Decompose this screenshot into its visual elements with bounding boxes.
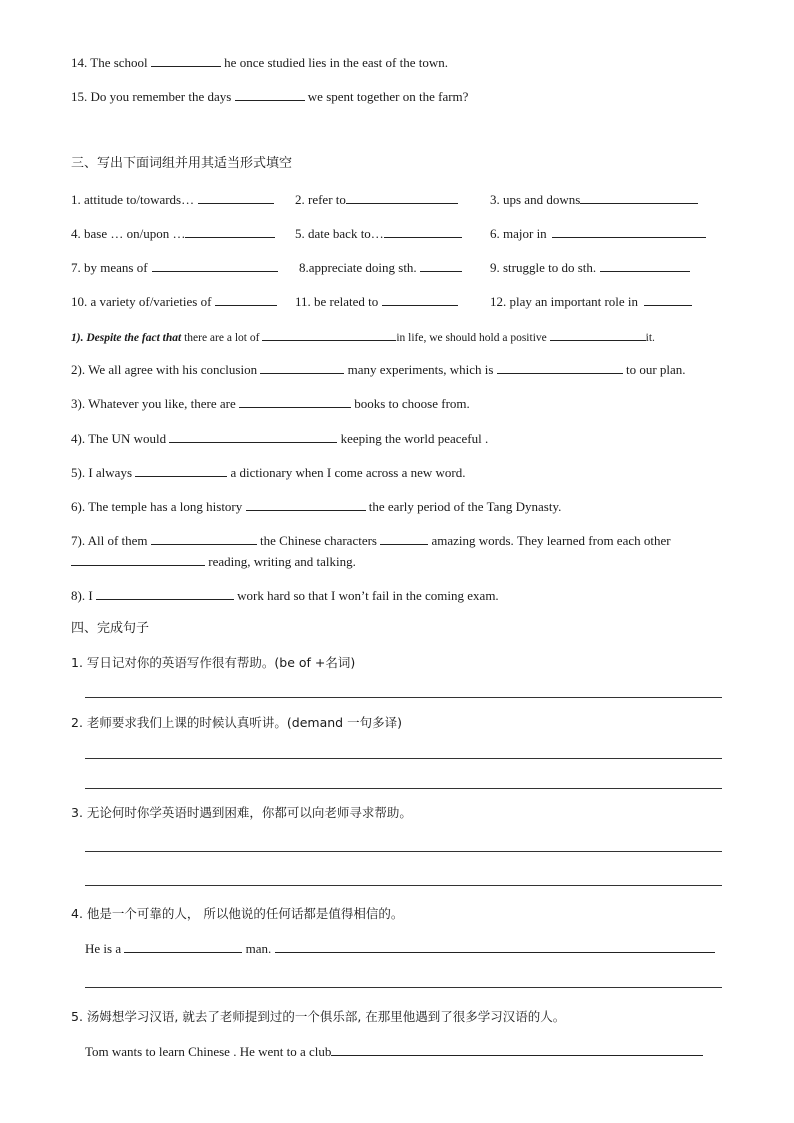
answer-line[interactable]	[85, 851, 722, 852]
sentence-7-cont: reading, writing and talking.	[71, 553, 356, 570]
phrase-2: 2. refer to	[295, 191, 458, 208]
translation-1-prompt: 1. 写日记对你的英语写作很有帮助。(be of +名词)	[71, 655, 356, 670]
phrase-8: 8.appreciate doing sth.	[299, 259, 462, 276]
blank[interactable]	[169, 430, 337, 443]
blank[interactable]	[600, 259, 690, 272]
blank[interactable]	[644, 293, 692, 306]
phrase-3: 3. ups and downs	[490, 191, 698, 208]
item-15: 15. Do you remember the days we spent together on the farm?	[71, 89, 469, 104]
sentence-3: 3). Whatever you like, there are books to choose from.	[71, 396, 470, 411]
blank[interactable]	[580, 191, 698, 204]
blank[interactable]	[185, 225, 275, 238]
sentence-7: 7). All of them the Chinese characters amazing words. They learned from each other	[71, 533, 671, 548]
blank[interactable]	[135, 464, 227, 477]
translation-3-prompt: 3. 无论何时你学英语时遇到困难，你都可以向老师寻求帮助。	[71, 805, 412, 820]
blank[interactable]	[262, 328, 396, 341]
phrase-10: 10. a variety of/varieties of	[71, 293, 277, 310]
blank[interactable]	[198, 191, 274, 204]
translation-4-prompt: 4. 他是一个可靠的人， 所以他说的任何话都是值得相信的。	[71, 906, 404, 921]
blank[interactable]	[497, 361, 623, 374]
answer-line[interactable]	[85, 987, 722, 988]
phrase-5: 5. date back to…	[295, 225, 462, 242]
answer-line[interactable]	[85, 697, 722, 698]
blank[interactable]	[151, 532, 257, 545]
translation-5-prompt: 5. 汤姆想学习汉语, 就去了老师提到过的一个俱乐部, 在那里他遇到了很多学习汉语的人。	[71, 1009, 566, 1024]
blank[interactable]	[246, 498, 366, 511]
sentence-2: 2). We all agree with his conclusion many experiments, which is to our plan.	[71, 362, 686, 377]
blank[interactable]	[331, 1043, 703, 1056]
blank[interactable]	[152, 259, 278, 272]
blank[interactable]	[380, 532, 428, 545]
sentence-8: 8). I work hard so that I won’t fail in the coming exam.	[71, 588, 499, 603]
sentence-1: 1). Despite the fact that there are a lot of in life, we should hold a positive it.	[71, 328, 655, 346]
phrase-4: 4. base … on/upon …	[71, 225, 275, 242]
translation-4-line: He is a man.	[85, 940, 715, 957]
blank[interactable]	[275, 940, 715, 953]
blank[interactable]	[215, 293, 277, 306]
blank[interactable]	[71, 553, 205, 566]
phrase-7: 7. by means of	[71, 259, 278, 276]
phrase-9: 9. struggle to do sth.	[490, 259, 690, 276]
translation-2-prompt: 2. 老师要求我们上课的时候认真听讲。(demand 一句多译)	[71, 715, 402, 730]
blank[interactable]	[420, 259, 462, 272]
section-4-heading: 四、完成句子	[71, 621, 150, 636]
sentence-6: 6). The temple has a long history the early period of the Tang Dynasty.	[71, 499, 562, 514]
blank[interactable]	[124, 940, 242, 953]
blank[interactable]	[260, 361, 344, 374]
answer-line[interactable]	[85, 788, 722, 789]
section-3-heading: 三、写出下面词组并用其适当形式填空	[71, 156, 293, 171]
phrase-12: 12. play an important role in	[490, 293, 692, 310]
blank[interactable]	[96, 587, 234, 600]
item-14: 14. The school he once studied lies in the east of the town.	[71, 55, 449, 70]
answer-line[interactable]	[85, 758, 722, 759]
blank[interactable]	[151, 54, 221, 67]
sentence-5: 5). I always a dictionary when I come across a new word.	[71, 465, 466, 480]
blank[interactable]	[235, 88, 305, 101]
blank[interactable]	[552, 225, 706, 238]
blank[interactable]	[550, 328, 646, 341]
phrase-11: 11. be related to	[295, 293, 458, 310]
blank[interactable]	[384, 225, 462, 238]
phrase-1: 1. attitude to/towards…	[71, 191, 274, 208]
blank[interactable]	[346, 191, 458, 204]
blank[interactable]	[239, 395, 351, 408]
translation-5-line: Tom wants to learn Chinese . He went to a club	[85, 1043, 703, 1060]
blank[interactable]	[382, 293, 458, 306]
phrase-6: 6. major in	[490, 225, 706, 242]
sentence-4: 4). The UN would keeping the world peaceful .	[71, 431, 489, 446]
answer-line[interactable]	[85, 885, 722, 886]
